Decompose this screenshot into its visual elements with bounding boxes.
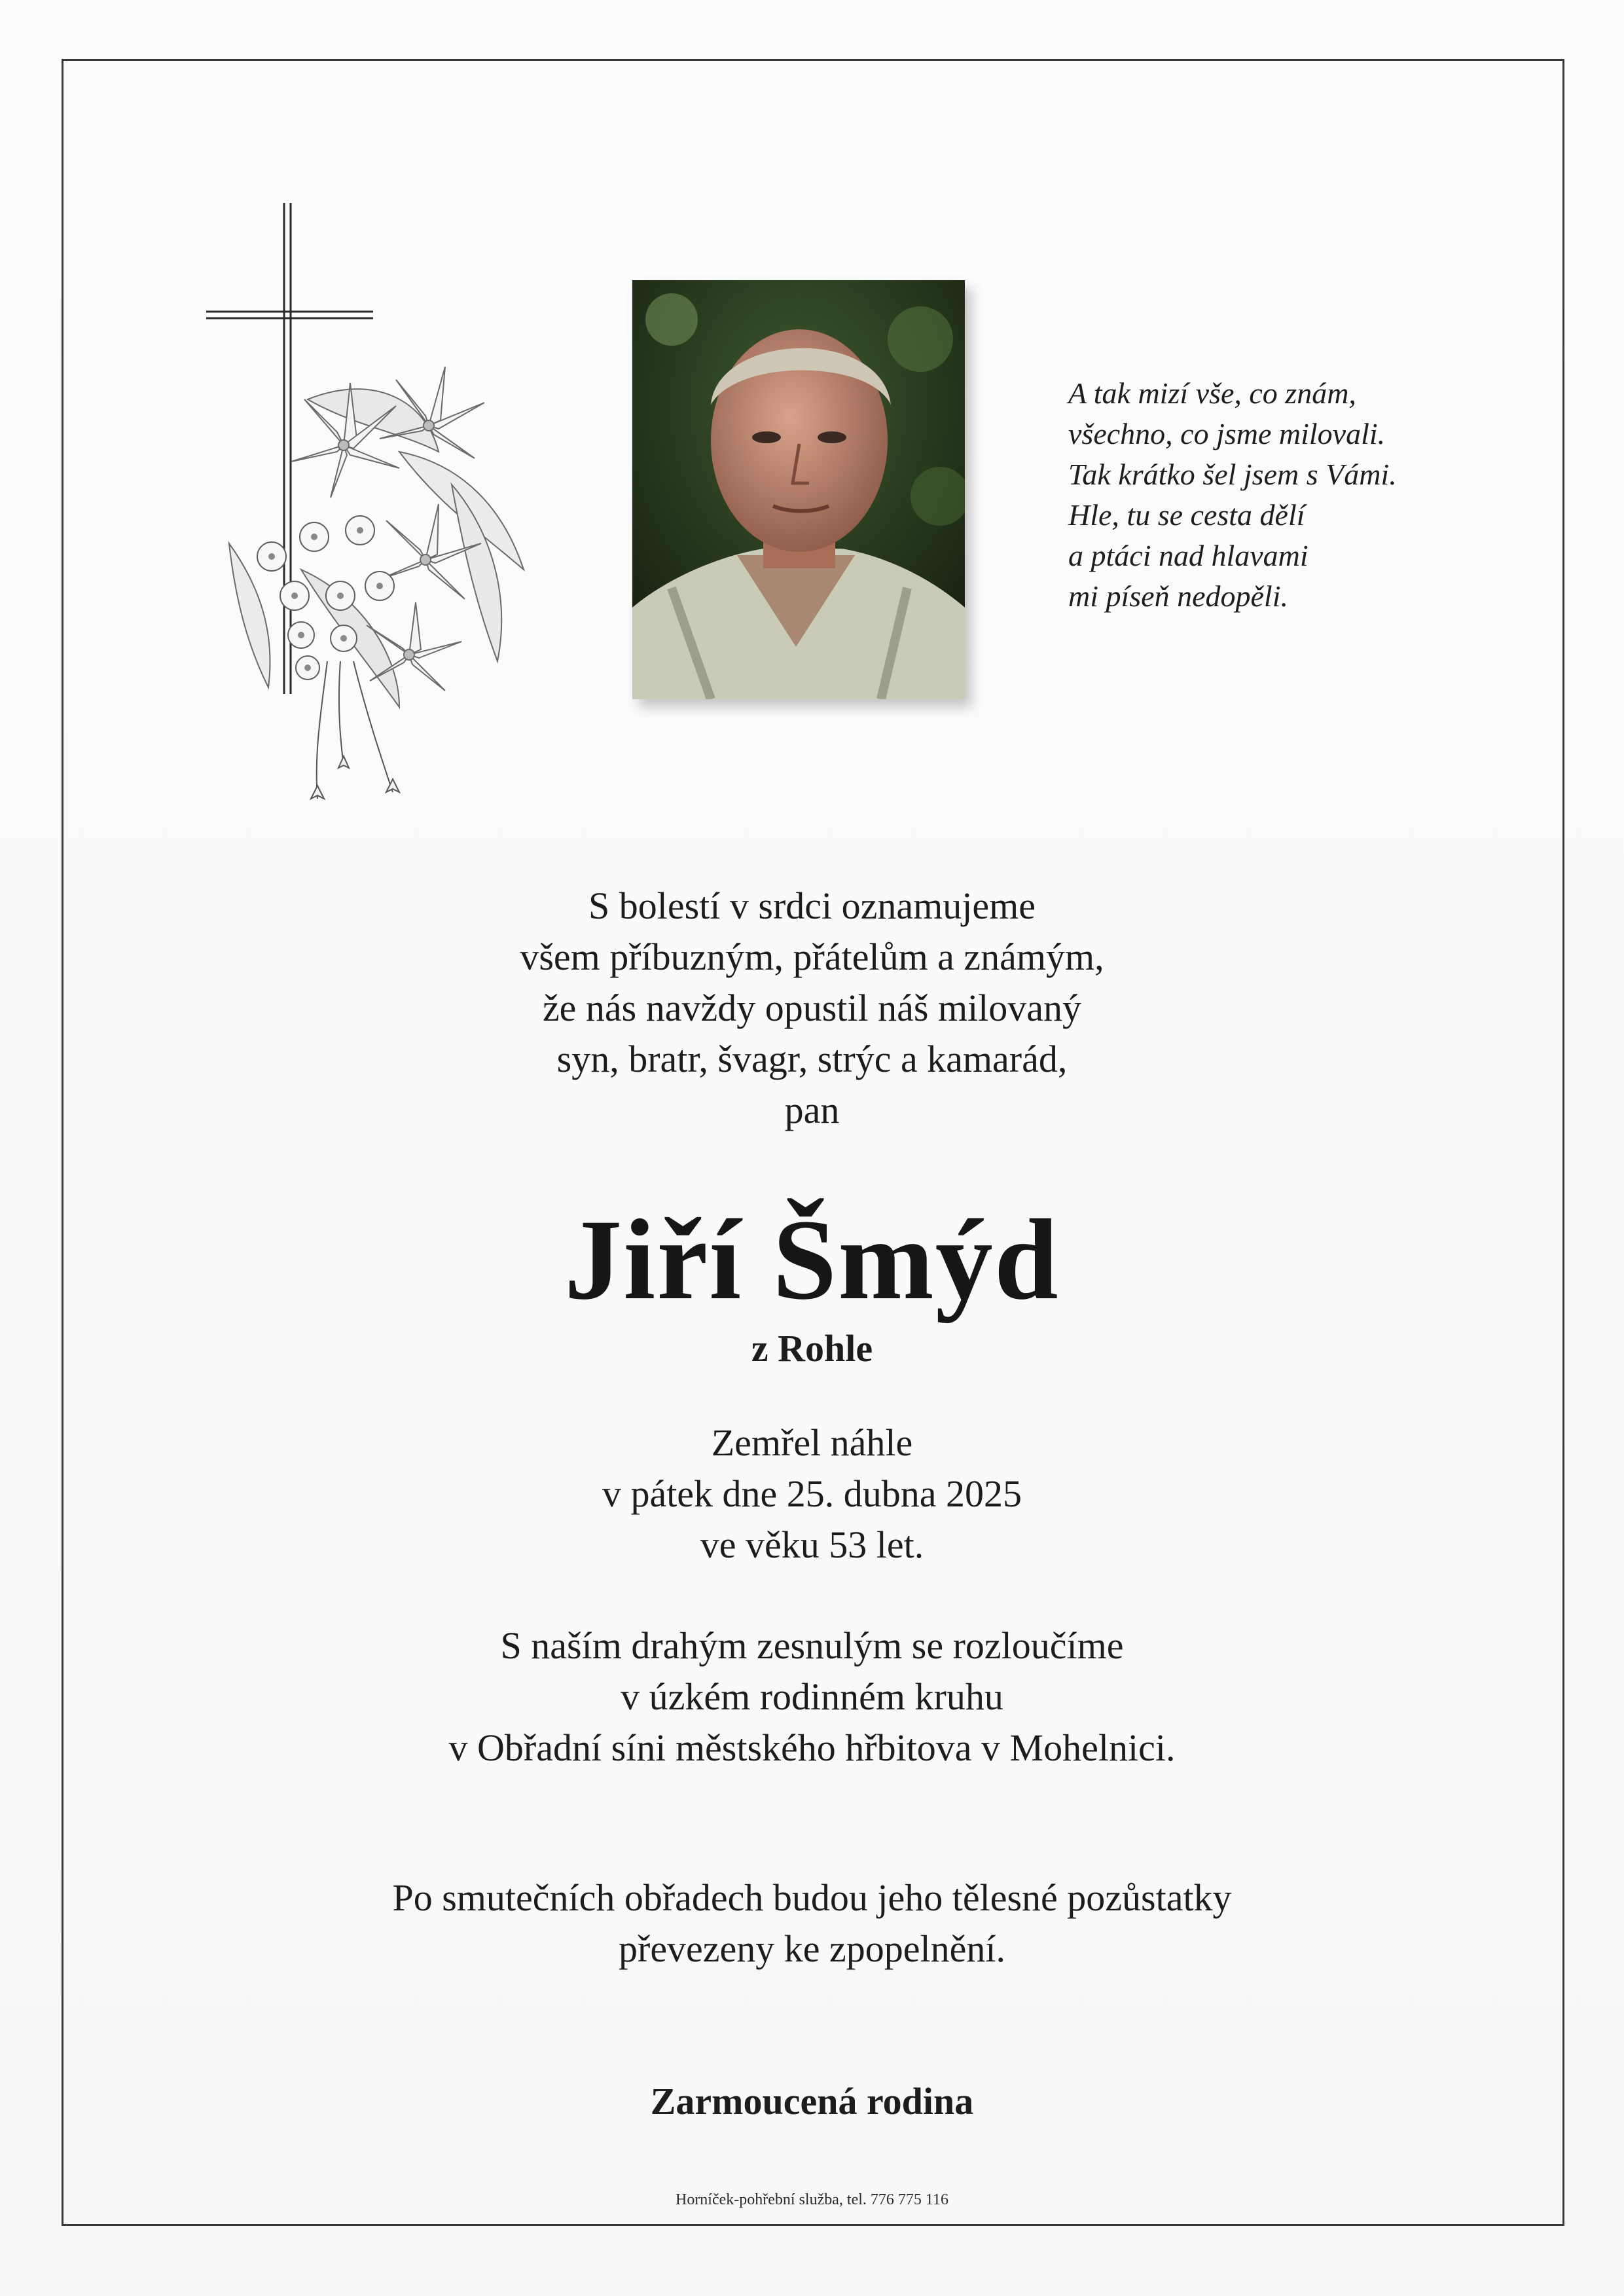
family-signature-text: Zarmoucená rodina (650, 2080, 974, 2123)
announcement-line: všem příbuzným, přátelům a známým, (520, 936, 1104, 978)
poem-line: A tak mizí vše, co znám, (1068, 376, 1356, 410)
farewell-line: v Obřadní síni městského hřbitova v Mohelnici. (448, 1726, 1176, 1769)
announcement-line: syn, bratr, švagr, strýc a kamarád, (556, 1038, 1068, 1080)
poem-line: a ptáci nad hlavami (1068, 539, 1308, 572)
remains-line: převezeny ke zpopelnění. (619, 1927, 1005, 1970)
poem-line: všechno, co jsme milovali. (1068, 417, 1386, 450)
poem (1068, 373, 1487, 617)
farewell-line: S naším drahým zesnulým se rozloučíme (500, 1624, 1124, 1667)
family-signature (0, 2075, 1624, 2128)
poem-line: mi píseň nedopěli. (1068, 579, 1288, 613)
announcement-line: pan (784, 1089, 840, 1131)
deceased-name (0, 1195, 1624, 1326)
death-line: v pátek dne 25. dubna 2025 (602, 1472, 1022, 1515)
deceased-origin (0, 1322, 1624, 1375)
announcement-line: S bolestí v srdci oznamujeme (588, 884, 1036, 927)
poem-line: Hle, tu se cesta dělí (1068, 498, 1305, 532)
death-line: Zemřel náhle (711, 1421, 913, 1464)
death-info (0, 1417, 1624, 1571)
cross-with-lilies-icon (203, 203, 543, 812)
remains-line: Po smutečních obřadech budou jeho tělesné pozůstatky (392, 1876, 1232, 1919)
farewell-info (0, 1620, 1624, 1774)
portrait-photo (632, 280, 965, 699)
funeral-service-footer (0, 2190, 1624, 2210)
announcement-line: že nás navždy opustil náš milovaný (542, 987, 1082, 1029)
lily-bouquet-icon (229, 367, 524, 799)
deceased-name-text: Jiří Šmýd (564, 1196, 1060, 1324)
remains-info (0, 1872, 1624, 1975)
death-line: ve věku 53 let. (700, 1523, 924, 1566)
announcement (0, 881, 1624, 1136)
farewell-line: v úzkém rodinném kruhu (621, 1675, 1003, 1718)
deceased-origin-text: z Rohle (751, 1327, 873, 1370)
footer-text: Horníček-pohřební služba, tel. 776 775 116 (675, 2191, 948, 2208)
poem-line: Tak krátko šel jsem s Vámi. (1068, 458, 1397, 491)
